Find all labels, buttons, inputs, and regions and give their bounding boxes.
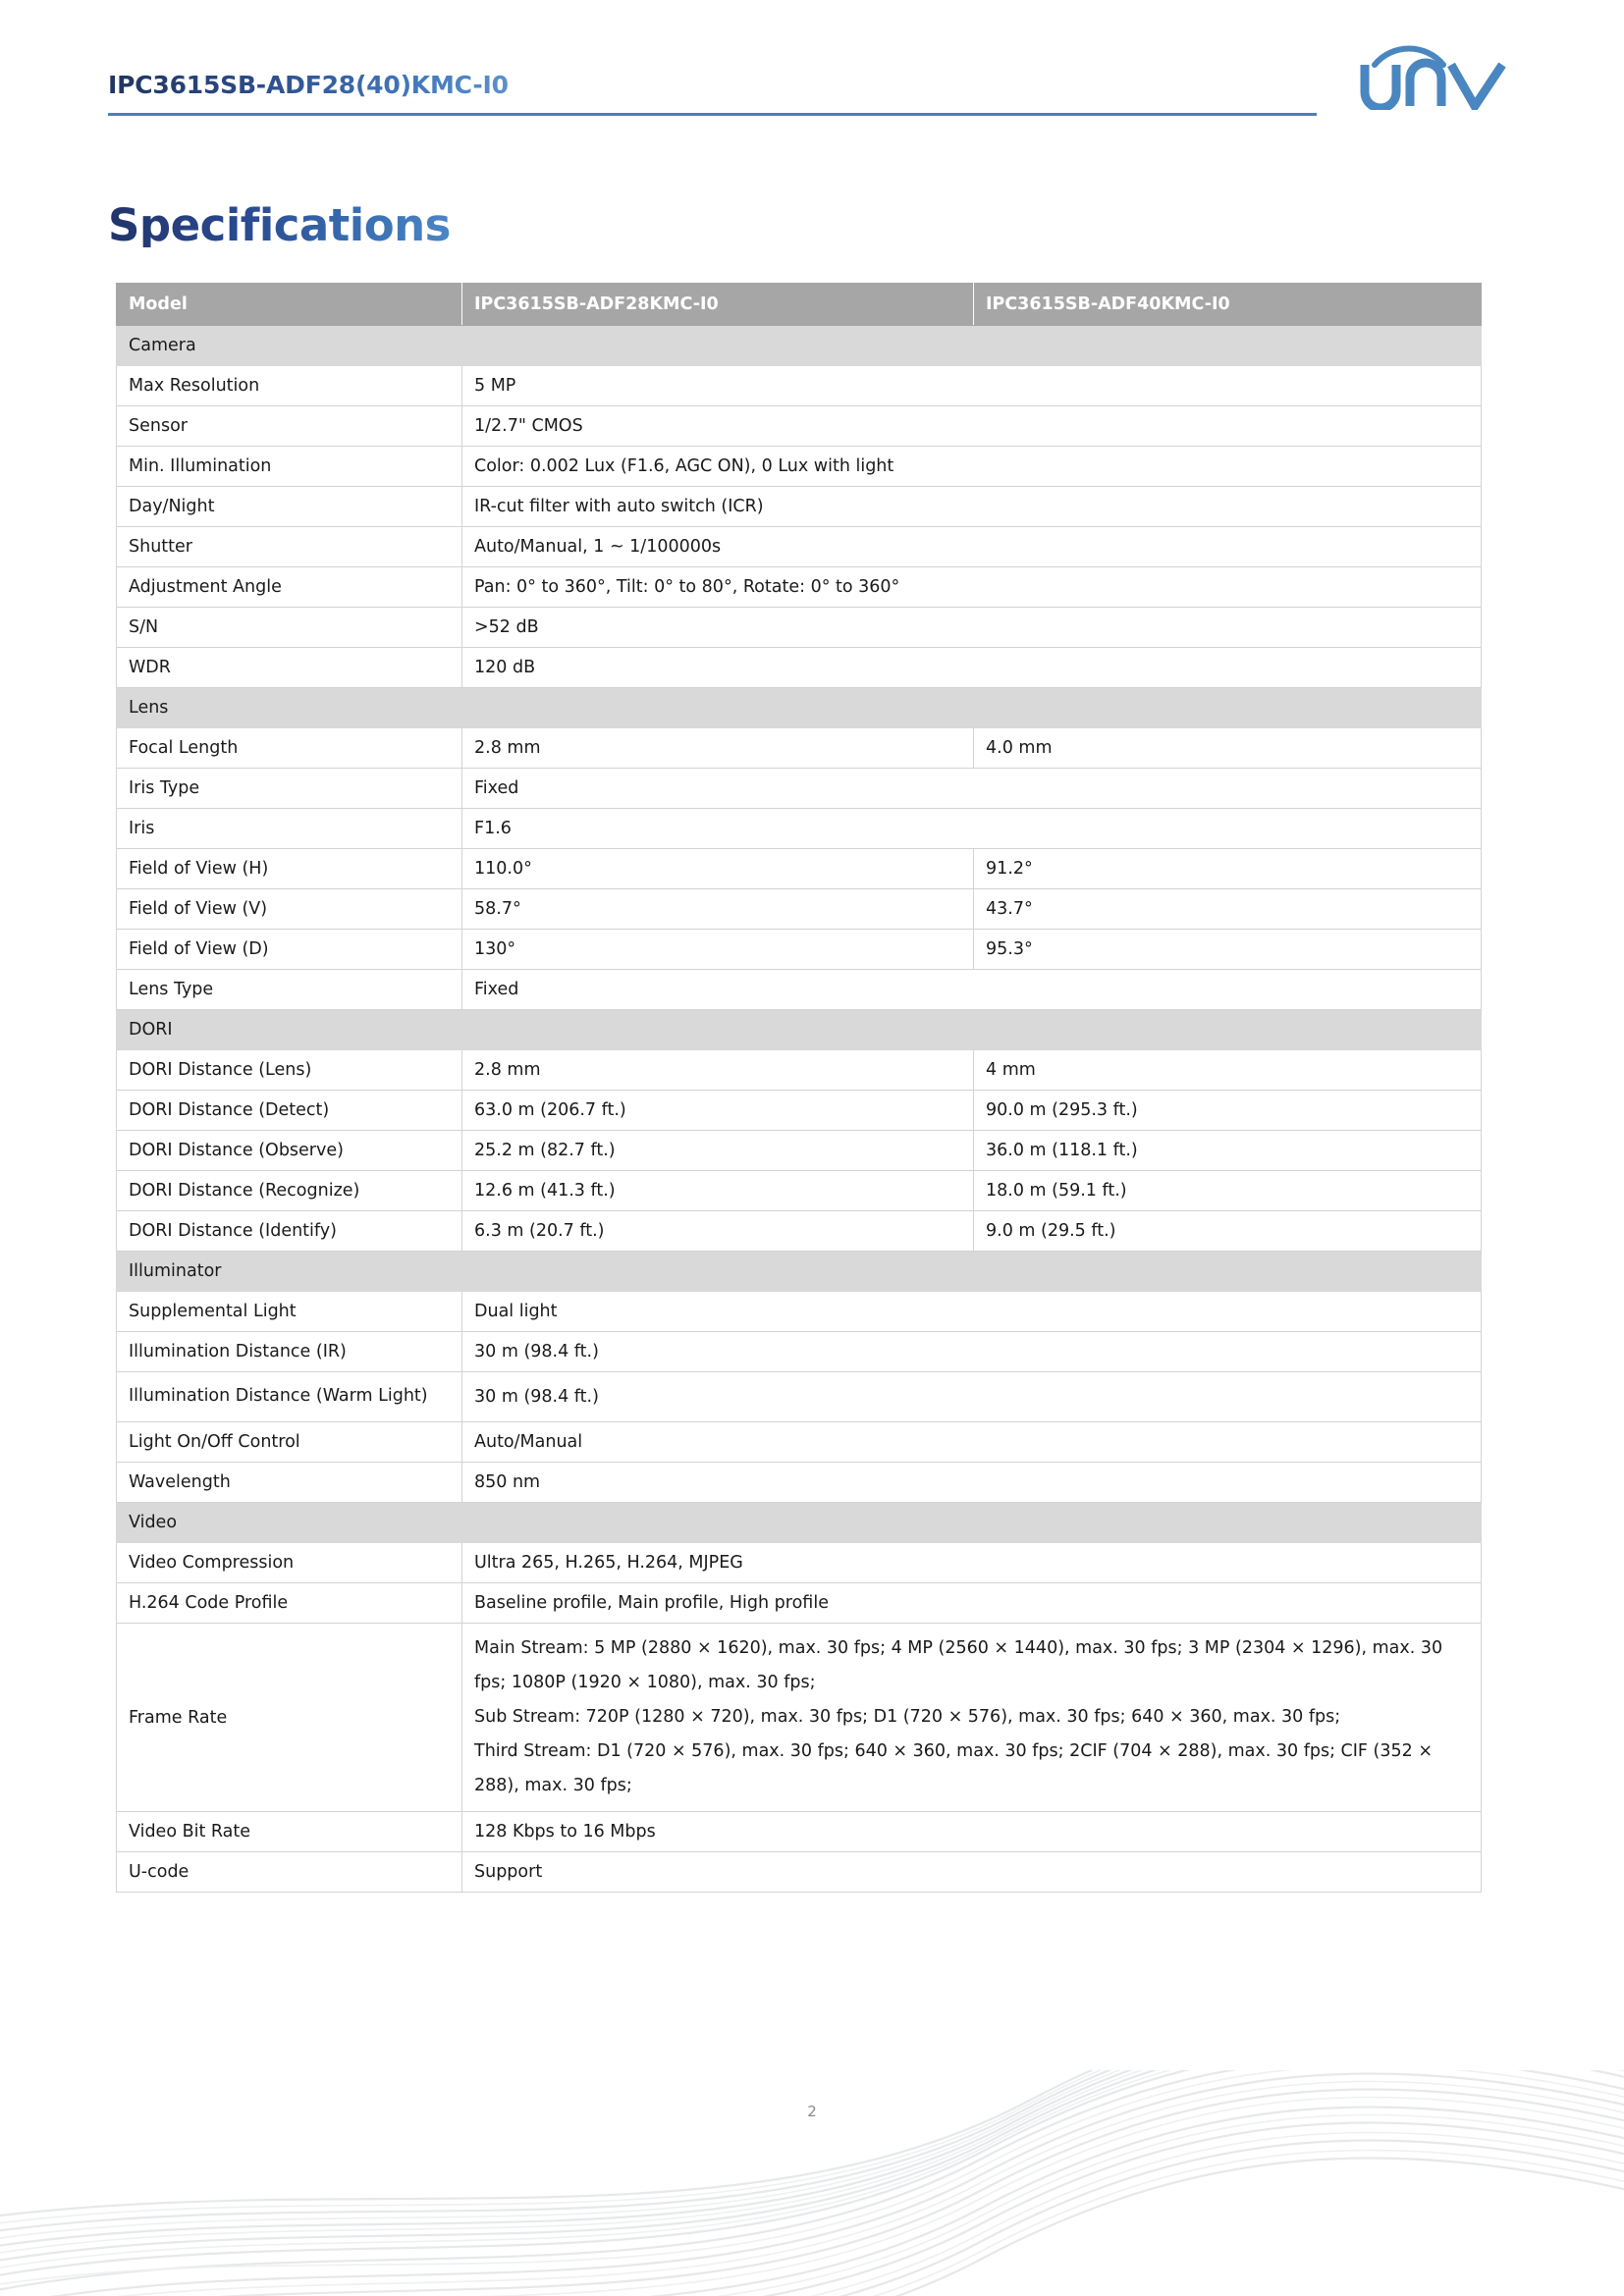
spec-value-model1: Fixed [462, 769, 1482, 809]
table-row [117, 527, 1482, 567]
table-row [117, 1463, 1482, 1503]
spec-value-model1: 130° [462, 930, 974, 970]
spec-label: Iris Type [117, 769, 462, 809]
column-header-2: IPC3615SB-ADF40KMC-I0 [974, 284, 1482, 326]
spec-value-model1: Baseline profile, Main profile, High profile [462, 1583, 1482, 1624]
table-row [117, 849, 1482, 889]
spec-value-model2: 95.3° [974, 930, 1482, 970]
spec-label: WDR [117, 648, 462, 688]
spec-label: Illumination Distance (IR) [117, 1332, 462, 1372]
table-row [117, 1292, 1482, 1332]
table-row [117, 648, 1482, 688]
table-row [117, 567, 1482, 608]
spec-label: DORI Distance (Identify) [117, 1211, 462, 1252]
section-title: DORI [117, 1010, 1482, 1050]
section-header-row [117, 326, 1482, 366]
spec-value-model1: 6.3 m (20.7 ft.) [462, 1211, 974, 1252]
spec-label: Field of View (V) [117, 889, 462, 930]
spec-label: Illumination Distance (Warm Light) [117, 1372, 462, 1422]
spec-value-model1: 850 nm [462, 1463, 1482, 1503]
spec-value-model1: Ultra 265, H.265, H.264, MJPEG [462, 1543, 1482, 1583]
table-row [117, 487, 1482, 527]
section-header-row [117, 1503, 1482, 1543]
spec-value-model2: 4 mm [974, 1050, 1482, 1091]
table-row [117, 1422, 1482, 1463]
section-title: Video [117, 1503, 1482, 1543]
table-row [117, 406, 1482, 447]
unv-logo [1355, 35, 1512, 110]
spec-label: Shutter [117, 527, 462, 567]
spec-value-model1: >52 dB [462, 608, 1482, 648]
table-row [117, 769, 1482, 809]
spec-value-model2: 18.0 m (59.1 ft.) [974, 1171, 1482, 1211]
spec-value-model1: Auto/Manual, 1 ~ 1/100000s [462, 527, 1482, 567]
page-title: Specifications [108, 199, 451, 251]
spec-label: DORI Distance (Observe) [117, 1131, 462, 1171]
spec-label: Light On/Off Control [117, 1422, 462, 1463]
spec-label: Focal Length [117, 728, 462, 769]
spec-label: Adjustment Angle [117, 567, 462, 608]
model-code-heading: IPC3615SB-ADF28(40)KMC-I0 [108, 71, 509, 99]
table-row [117, 1171, 1482, 1211]
table-row [117, 1583, 1482, 1624]
table-row [117, 1211, 1482, 1252]
spec-value-model1: 30 m (98.4 ft.) [462, 1332, 1482, 1372]
spec-value-model1: Support [462, 1852, 1482, 1893]
spec-label: DORI Distance (Lens) [117, 1050, 462, 1091]
table-row [117, 1372, 1482, 1422]
section-header-row [117, 688, 1482, 728]
spec-value-model1: 12.6 m (41.3 ft.) [462, 1171, 974, 1211]
page-number: 2 [807, 2103, 817, 2120]
section-header-row [117, 1010, 1482, 1050]
spec-value-model1: 120 dB [462, 648, 1482, 688]
spec-label: Field of View (D) [117, 930, 462, 970]
spec-value-model1: 25.2 m (82.7 ft.) [462, 1131, 974, 1171]
table-row [117, 1131, 1482, 1171]
spec-value-model1: 2.8 mm [462, 1050, 974, 1091]
table-row [117, 1812, 1482, 1852]
spec-label: Video Compression [117, 1543, 462, 1583]
table-row [117, 1332, 1482, 1372]
spec-value-model2: 43.7° [974, 889, 1482, 930]
header-divider [108, 113, 1317, 116]
section-title: Illuminator [117, 1252, 1482, 1292]
spec-value-model1: Auto/Manual [462, 1422, 1482, 1463]
spec-value-model1: Dual light [462, 1292, 1482, 1332]
section-header-row [117, 1252, 1482, 1292]
spec-label: Sensor [117, 406, 462, 447]
spec-value-model1: Pan: 0° to 360°, Tilt: 0° to 80°, Rotate: 0° to 360° [462, 567, 1482, 608]
spec-value-model1: 128 Kbps to 16 Mbps [462, 1812, 1482, 1852]
spec-label: DORI Distance (Recognize) [117, 1171, 462, 1211]
spec-value-model1: Fixed [462, 970, 1482, 1010]
spec-value-model1: 30 m (98.4 ft.) [462, 1372, 1482, 1422]
table-row [117, 930, 1482, 970]
column-header-0: Model [117, 284, 462, 326]
table-row [117, 1852, 1482, 1893]
specifications-table [116, 283, 1482, 1893]
spec-value-model2: 9.0 m (29.5 ft.) [974, 1211, 1482, 1252]
spec-value-model1: 110.0° [462, 849, 974, 889]
table-header-row [117, 284, 1482, 326]
table-row [117, 1624, 1482, 1812]
spec-value-model1: 5 MP [462, 366, 1482, 406]
spec-value-model1: 63.0 m (206.7 ft.) [462, 1091, 974, 1131]
page-header [108, 71, 1516, 132]
spec-value-model1: IR-cut filter with auto switch (ICR) [462, 487, 1482, 527]
spec-label: Day/Night [117, 487, 462, 527]
spec-value-model2: 4.0 mm [974, 728, 1482, 769]
spec-label: Wavelength [117, 1463, 462, 1503]
spec-label: Lens Type [117, 970, 462, 1010]
spec-value-model2: 36.0 m (118.1 ft.) [974, 1131, 1482, 1171]
table-row [117, 809, 1482, 849]
spec-label: S/N [117, 608, 462, 648]
spec-label: Iris [117, 809, 462, 849]
spec-label: DORI Distance (Detect) [117, 1091, 462, 1131]
spec-label: Min. Illumination [117, 447, 462, 487]
spec-value-model1: 2.8 mm [462, 728, 974, 769]
spec-label: Field of View (H) [117, 849, 462, 889]
column-header-1: IPC3615SB-ADF28KMC-I0 [462, 284, 974, 326]
table-row [117, 1091, 1482, 1131]
spec-label: Max Resolution [117, 366, 462, 406]
spec-label: Supplemental Light [117, 1292, 462, 1332]
table-row [117, 1543, 1482, 1583]
spec-label: Video Bit Rate [117, 1812, 462, 1852]
section-title: Lens [117, 688, 1482, 728]
table-row [117, 1050, 1482, 1091]
spec-label: H.264 Code Profile [117, 1583, 462, 1624]
spec-value-model1: Main Stream: 5 MP (2880 × 1620), max. 30 fps; 4 MP (2560 × 1440), max. 30 fps; 3 MP (2304 × 1296), max. 30 fps; 1080P (1920 × 1080), max. 30 fps; Sub Stream: 720P (1280 × 720), max. 30 fps; D1 (720 × 576), max. 30 fps; 640 × 360, max. 30 fps; Third Stream: D1 (720 × 576), max. 30 fps; 640 × 360, max. 30 fps; 2CIF (704 × 288), max. 30 fps; CIF (352 × 288), max. 30 fps; [462, 1624, 1482, 1812]
table-row [117, 970, 1482, 1010]
spec-label: Frame Rate [117, 1624, 462, 1812]
spec-value-model2: 90.0 m (295.3 ft.) [974, 1091, 1482, 1131]
spec-value-model1: Color: 0.002 Lux (F1.6, AGC ON), 0 Lux with light [462, 447, 1482, 487]
table-row [117, 608, 1482, 648]
spec-label: U-code [117, 1852, 462, 1893]
section-title: Camera [117, 326, 1482, 366]
table-row [117, 366, 1482, 406]
table-row [117, 728, 1482, 769]
table-row [117, 889, 1482, 930]
spec-value-model1: 1/2.7" CMOS [462, 406, 1482, 447]
spec-value-model1: F1.6 [462, 809, 1482, 849]
spec-value-model1: 58.7° [462, 889, 974, 930]
table-row [117, 447, 1482, 487]
spec-value-model2: 91.2° [974, 849, 1482, 889]
